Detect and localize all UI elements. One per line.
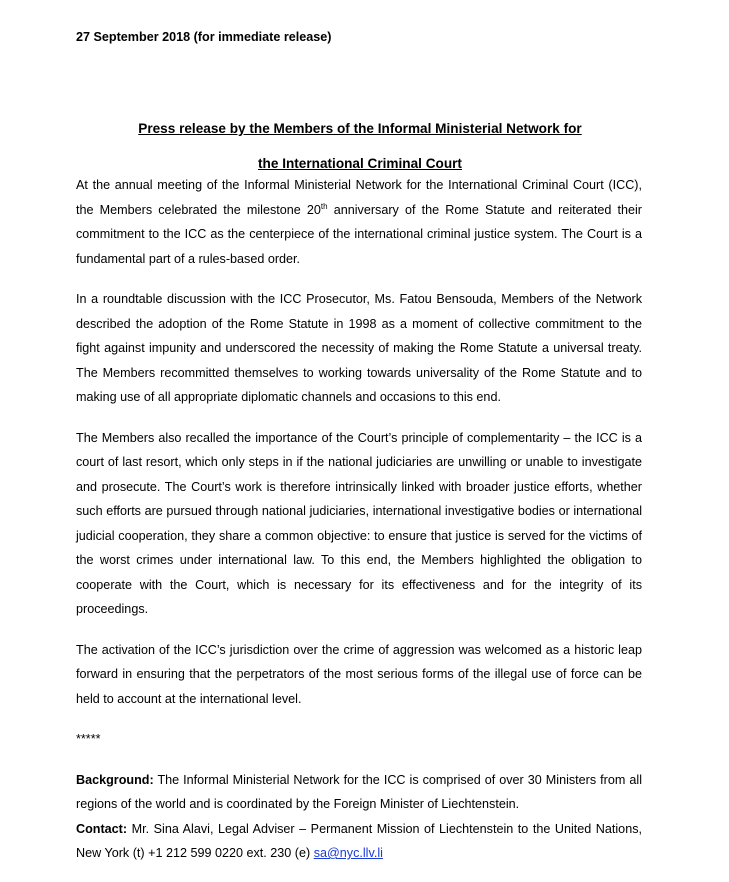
background-paragraph	[76, 768, 642, 817]
paragraph-2: In a roundtable discussion with the ICC Prosecutor, Ms. Fatou Bensouda, Members of the Network described the adoption of the Rome Statute in 1998 as a moment of collective commitment to the fight against impunity and underscored the necessity of making the Rome Statute a universal treaty. The Members recommitted themselves to working towards universality of the Rome Statute and to making use of all appropriate diplomatic channels and occasions to this end.	[76, 292, 642, 404]
background-label: Background:	[76, 772, 154, 787]
title-line-1: Press release by the Members of the Informal Ministerial Network for	[138, 121, 582, 136]
contact-label: Contact:	[76, 821, 128, 836]
ordinal-suffix: th	[320, 201, 328, 211]
document-body	[76, 173, 642, 882]
contact-paragraph	[76, 817, 642, 866]
paragraph-1-part-b: anniversary of the Rome Statute and reiterated their commitment to the ICC as the centerpiece of the international criminal justice system. The Court is a fundamental part of a rules-based order.	[76, 202, 642, 266]
section-separator: *****	[76, 732, 101, 746]
contact-email-link[interactable]: sa@nyc.llv.li	[313, 846, 383, 860]
paragraph-1-part-a: At the annual meeting of the Informal Ministerial Network for the International Criminal Court (ICC), the Members celebrated the milestone 20	[76, 178, 642, 217]
paragraph-4: The activation of the ICC’s jurisdiction over the crime of aggression was welcomed as a historic leap forward in ensuring that the perpetrators of the most serious forms of the illegal use of force can be held to account at the international level.	[76, 642, 642, 706]
title-line-2: the International Criminal Court	[258, 156, 462, 171]
dateline: 27 September 2018 (for immediate release)	[76, 30, 332, 44]
background-text: The Informal Ministerial Network for the ICC is comprised of over 30 Ministers from all regions of the world and is coordinated by the Foreign Minister of Liechtenstein.	[76, 772, 642, 811]
contact-text: Mr. Sina Alavi, Legal Adviser – Permanent Mission of Liechtenstein to the United Nations, New York (t) +1 212 599 0220 ext. 230 (e)	[76, 821, 642, 860]
paragraph-1	[76, 173, 642, 271]
paragraph-3: The Members also recalled the importance of the Court’s principle of complementarity – the ICC is a court of last resort, which only steps in if the national judiciaries are unwilling or unable to investigate and prosecute. The Court’s work is therefore intrinsically linked with broader justice efforts, whether such efforts are pursued through national judiciaries, international investigative bodies or international judicial cooperation, they share a common objective: to ensure that justice is served for the victims of the worst crimes under international law. To this end, the Members highlighted the obligation to cooperate with the Court, which is necessary for its effectiveness and for the integrity of its proceedings.	[76, 430, 642, 616]
press-release-title	[60, 111, 660, 181]
